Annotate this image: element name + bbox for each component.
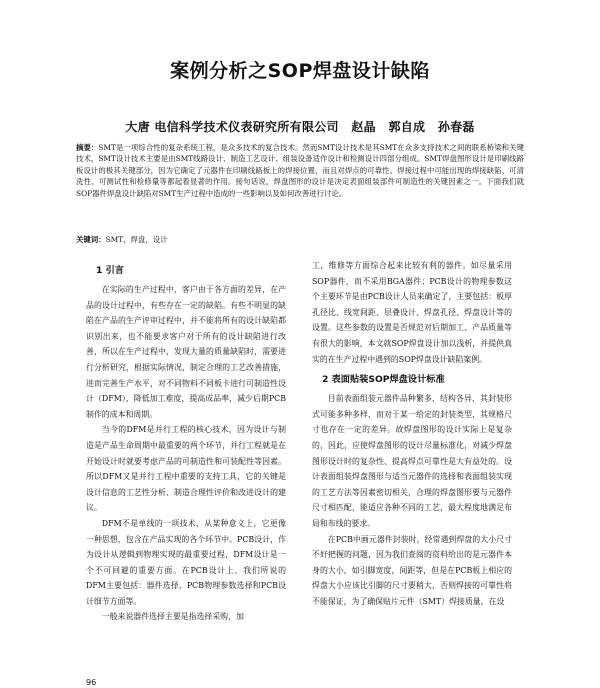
- body-paragraph: 一般来说器件选择主要是指选择采购，加: [101, 612, 244, 622]
- keywords-label: 关键词：: [76, 235, 106, 244]
- author-line: [0, 118, 600, 135]
- abstract-label: 摘要：: [76, 143, 99, 152]
- body-paragraph: 工，维修等方面综合起来比较有利的器件。如尽量采用SOP器件，而不采用BGA器件；PCB设计的物理参数这个主要环节是由PCB设计人员来确定了，主要包括：板厚孔径比、线宽间距、层叠设计、焊盘孔径、焊盘设计等的设置。这些参数的设置是否规范对后期加工、产品质量等有很大的影响，本文就SOP焊盘设计加以浅析，并提供真实的在生产过程中遇到的SOP焊盘设计缺陷案例。: [312, 261, 512, 364]
- body-paragraph: DFM不是单线的一项技术，从某种意义上，它更像一种思想，包含在产品实现的各个环节中。PCB设计，作为设计从逻辑到物理实现的最重要过程，DFM设计是一个不可回避的重要方面。在PCB设计上，我们所说的DFM主要包括：器件选择、PCB物理参数选择和PCB设计细节方面等。: [86, 518, 286, 606]
- author-affiliation: 大唐 电信科学技术仪表研究所有限公司: [125, 120, 339, 134]
- author-name: 孙春磊: [437, 120, 475, 134]
- article-title: 案例分析之SOP焊盘设计缺陷: [170, 60, 430, 82]
- body-paragraph: 在实际的生产过程中，客户由于各方面的差异，在产品的设计过程中，有些存在一定的缺陷。有些不明显的缺陷在产品的生产评审过程中，并不能将所有的设计缺陷都识别出来，也不能要求客户对于所有的设计缺陷进行改善，所以在生产过程中，发现大量的质量缺陷时，需要进行分析研究，根据实际情况，制定合理的工艺改善措施，进而完善生产水平，对不同物料不同板卡进行可制造性设计（DFM），降低加工难度，提高成品率，减少后期PCB制作的成本和周期。: [86, 285, 286, 419]
- right-column: [312, 258, 512, 609]
- page-number: 96: [86, 678, 97, 687]
- left-column: [86, 258, 286, 625]
- section-heading-sop-pad-standard: 2 表面贴装SOP焊盘设计标准: [322, 374, 445, 386]
- abstract-text: SMT是一项综合性的复杂系统工程，是众多技术的复合技术。然而SMT设计技术是其SMT在众多支持技术之间的联系桥梁和关键技术，SMT设计技术主要是由SMT线路设计、制造工艺设计、组装设备适作设计和检测设计四部分组成。SMT焊盘图形设计是印刷线路板设计的极其关键部分，因为它确定了元器件在印刷线路板上的焊接位置，而且对焊点的可靠性、焊接过程中可能出现的焊接缺陷、可清洗性、可测试性和检修量等都起着显著的作用。接句话说，焊盘图形的设计是决定表面组装部件可制造性的关键因素之一。下面我们就SOP器件焊盘设计缺陷对SMT生产过程中造成的一些影响以及如何改善进行讨论。: [76, 143, 524, 198]
- body-paragraph: 在PCB中画元器件封装时，经常遇到焊盘的大小尺寸不好把握的问题，因为我们查阅的资料给出的是元器件本身的大小，如引脚宽度，间距等，但是在PCB板上相应的焊盘大小应该比引脚的尺寸要稍大，否则焊接的可靠性将不能保证，为了确保贴片元件（SMT）焊接质量，在设: [312, 534, 512, 606]
- body-paragraph: 目前表面组装元器件品种繁多，结构各异，其封装形式可能多种多样，而对于某一给定的封装类型，其规格尺寸也存在一定的差异。故焊盘图形的设计实际上是复杂的，因此，应使焊盘图形的设计尽量标准化，对减少焊盘图形设计时的复杂性、提高焊点可靠性是大有益处的。设计表面组装焊盘图形与适当元器件的选择和表面组装实现的工艺方法等因素密切相关，合理的焊盘图形要与元器件尺寸相匹配，能适应各种不同的工艺，最大程度地满足布局和布线的要求。: [312, 394, 512, 528]
- body-paragraph: 当今的DFM是并行工程的核心技术，因为设计与制造是产品生命周期中最重要的两个环节，并行工程就是在开始设计时就要考虑产品的可制造性和可装配性等因素。所以DFM又是并行工程中重要的支持工具，它的关键是设计信息的工艺性分析、制造合理性评价和改进设计的建议。: [86, 425, 286, 513]
- section-heading-introduction: 1 引言: [96, 265, 124, 276]
- author-name: 郭自成: [388, 120, 426, 134]
- keywords-text: SMT，焊盘，设计: [105, 235, 168, 244]
- keywords: [76, 234, 524, 245]
- author-name: 赵晶: [351, 120, 376, 134]
- abstract: [76, 142, 524, 199]
